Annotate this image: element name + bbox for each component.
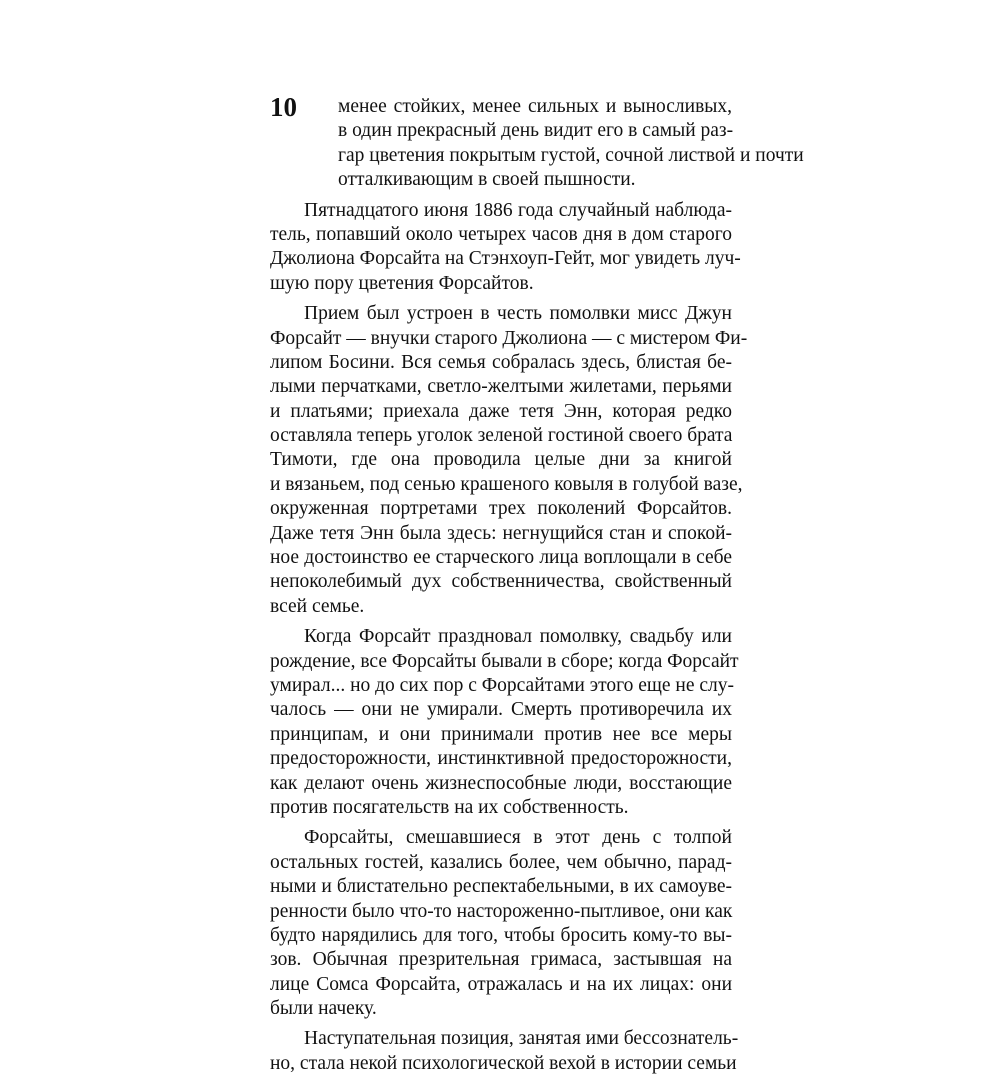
paragraph	[270, 302, 748, 619]
text-line: будто нарядились для того, чтобы бросить кому-то вы-	[270, 924, 732, 946]
text-line: но, стала некой психологической вехой в истории семьи	[270, 1052, 737, 1074]
text-line: непоколебимый дух собственничества, свойственный	[270, 571, 732, 593]
paragraph	[270, 826, 732, 1021]
text-line: и вязаньем, под сенью крашеного ковыля в голубой вазе,	[270, 473, 743, 495]
text-line: окруженная портретами трех поколений Форсайтов.	[270, 498, 732, 520]
paragraph	[270, 625, 739, 820]
text-line: тель, попавший около четырех часов дня в дом старого	[270, 223, 732, 245]
text-line: Когда Форсайт праздновал помолвку, свадьбу или	[304, 626, 732, 648]
text-line: как делают очень жизнеспособные люди, восстающие	[270, 772, 732, 794]
text-line: зов. Обычная презрительная гримаса, застывшая на	[270, 949, 732, 971]
text-line: рождение, все Форсайты бывали в сборе; когда Форсайт	[270, 650, 739, 672]
text-line: в один прекрасный день видит его в самый раз-	[338, 120, 734, 142]
text-line: оставляла теперь уголок зеленой гостиной своего брата	[270, 425, 733, 447]
text-line: были начеку.	[270, 998, 377, 1020]
text-line: ренности было что-то настороженно-пытливое, они как	[270, 900, 733, 922]
text-line: принципам, и они принимали против нее все меры	[270, 723, 732, 745]
text-line: Тимоти, где она проводила целые дни за книгой	[270, 449, 732, 471]
text-line: лице Сомса Форсайта, отражалась и на их лицах: они	[270, 973, 732, 995]
text-line: Прием был устроен в честь помолвки мисс Джун	[304, 303, 732, 325]
text-line: умирал... но до сих пор с Форсайтами этого еще не слу-	[270, 674, 735, 696]
paragraph	[270, 199, 741, 297]
text-line: отталкивающим в своей пышности.	[338, 169, 636, 191]
text-line: ными и блистательно респектабельными, в их самоуве-	[270, 876, 732, 898]
text-line: липом Босини. Вся семья собралась здесь, блистая бе-	[270, 351, 732, 373]
text-line: гар цветения покрытым густой, сочной листвой и почти	[338, 144, 804, 166]
text-line: Даже тетя Энн была здесь: негнущийся стан и спокой-	[270, 522, 732, 544]
text-line: против посягательств на их собственность.	[270, 796, 629, 818]
text-line: чалось — они не умирали. Смерть противоречила их	[270, 699, 732, 721]
text-line: Джолиона Форсайта на Стэнхоуп-Гейт, мог увидеть луч-	[270, 248, 741, 270]
text-line: Форсайты, смешавшиеся в этот день с толпой	[304, 827, 732, 849]
text-line: Пятнадцатого июня 1886 года случайный наблюда-	[304, 199, 732, 221]
text-line: шую пору цветения Форсайтов.	[270, 272, 534, 294]
body-text	[270, 92, 804, 1076]
text-line: Наступательная позиция, занятая ими бессознатель-	[304, 1028, 739, 1050]
text-line: ное достоинство ее старческого лица воплощали в себе	[270, 547, 732, 569]
text-line: и платьями; приехала даже тетя Энн, которая редко	[270, 400, 732, 422]
text-line: лыми перчатками, светло-желтыми жилетами, перьями	[270, 376, 732, 398]
text-line: остальных гостей, казались более, чем обычно, парад-	[270, 851, 732, 873]
text-line: Форсайт — внучки старого Джолиона — с мистером Фи-	[270, 327, 748, 349]
text-line: предосторожности, инстинктивной предосторожности,	[270, 748, 732, 770]
paragraph	[270, 92, 804, 193]
text-line: менее стойких, менее сильных и выносливых,	[338, 96, 732, 117]
text-line: всей семье.	[270, 595, 365, 617]
page-number: 10	[270, 92, 297, 122]
paragraph	[270, 1027, 739, 1076]
